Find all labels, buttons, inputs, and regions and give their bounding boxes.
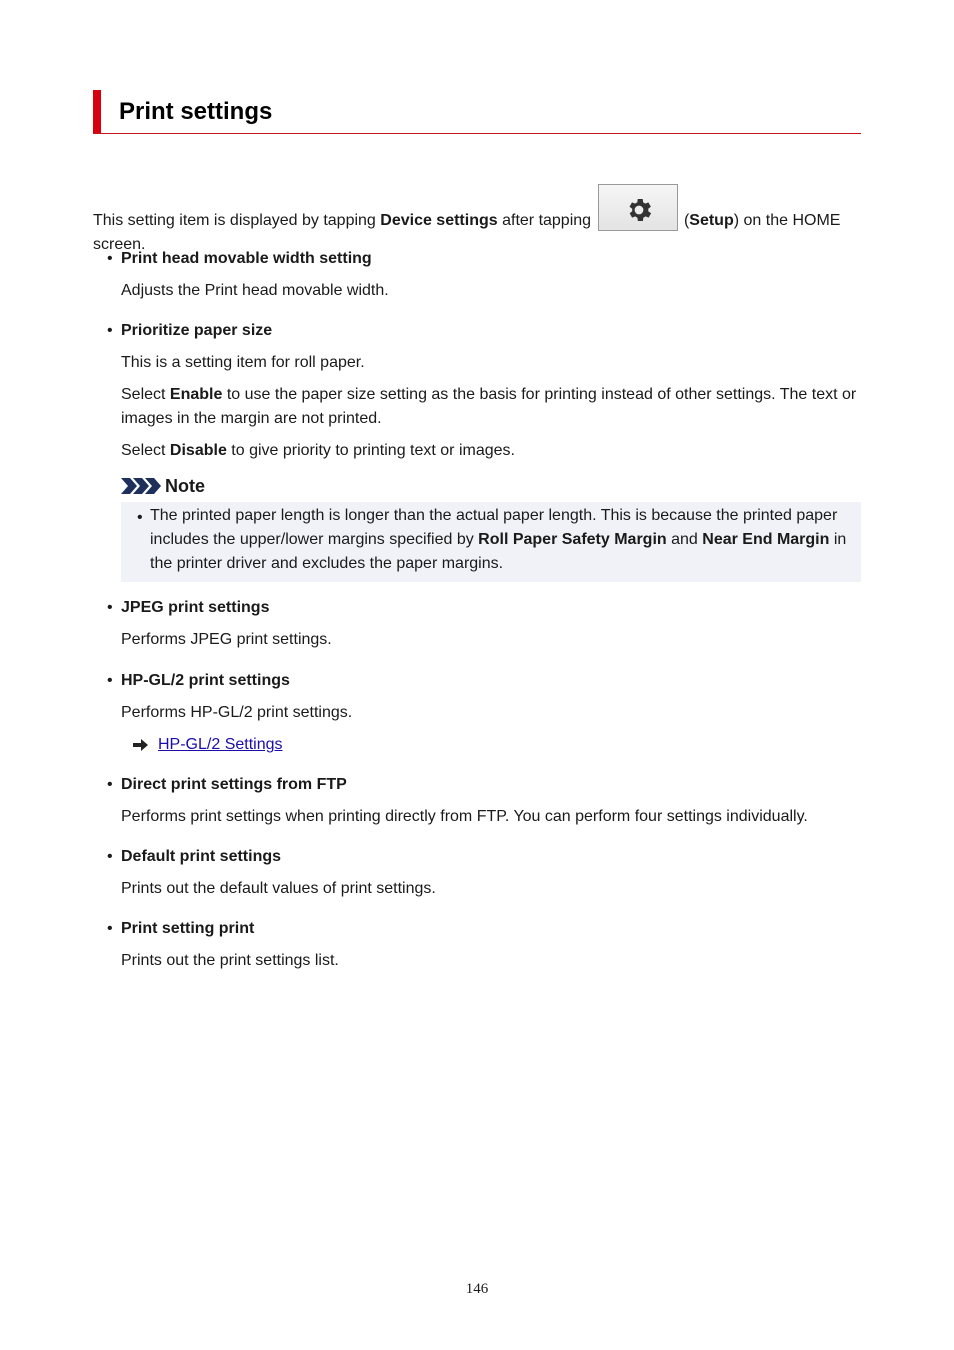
item-heading: Print setting print: [121, 920, 255, 937]
title-accent-bar: [93, 90, 101, 133]
list-item: • HP-GL/2 print settings Performs HP-GL/2 print settings.: [107, 669, 867, 725]
gear-icon: [624, 195, 654, 225]
item-description: This is a setting item for roll paper.: [121, 354, 365, 371]
page-title: Print settings: [119, 98, 273, 125]
page-number: 146: [465, 1281, 489, 1297]
item-heading: JPEG print settings: [121, 599, 270, 616]
item-description: Performs print settings when printing directly from FTP. You can perform four settings individually.: [121, 808, 808, 825]
item-heading: HP-GL/2 print settings: [121, 672, 290, 689]
item-heading: Default print settings: [121, 848, 282, 865]
arrow-right-icon: [133, 739, 148, 751]
item-description: Adjusts the Print head movable width.: [121, 282, 389, 299]
item-heading: Direct print settings from FTP: [121, 776, 347, 793]
item-heading: Print head movable width setting: [121, 250, 372, 267]
setup-button: [598, 184, 678, 231]
item-heading: Prioritize paper size: [121, 322, 273, 339]
item-description: Select Enable to use the paper size setting as the basis for printing instead of other settings. The text or images in the margin are not printed.: [121, 386, 857, 427]
list-item: • Default print settings Prints out the default values of print settings.: [107, 845, 867, 901]
intro-paragraph: This setting item is displayed by tapping Device settings after tapping (Setup) on the HOME screen.: [93, 184, 863, 257]
list-item: • JPEG print settings Performs JPEG print settings.: [107, 596, 867, 652]
list-item: • Prioritize paper size This is a setting item for roll paper. Select Enable to use the paper size setting as the basis for printing instead of other settings. The text or images in the margin are not printed. Select Disable to give priority to printing text or images.: [107, 319, 867, 463]
item-description: Select Disable to give priority to printing text or images.: [121, 442, 515, 459]
note-text: The printed paper length is longer than the actual paper length. This is because the printed paper includes the upper/lower margins specified by Roll Paper Safety Margin and Near End Margin in the printer driver and excludes the paper margins.: [150, 507, 847, 572]
list-item: • Direct print settings from FTP Performs print settings when printing directly from FTP. You can perform four settings individually.: [107, 773, 867, 829]
note-box: • The printed paper length is longer than the actual paper length. This is because the printed paper includes the upper/lower margins specified by Roll Paper Safety Margin and Near End Margin in the printer driver and excludes the paper margins.: [121, 502, 861, 582]
list-item: • Print setting print Prints out the print settings list.: [107, 917, 867, 973]
document-page: Print settings This setting item is displayed by tapping Device settings after tapping (Setup) on the HOME screen. • Print head movable width setting Adjusts the Print head movable width. • Prioritize paper size This is a setting item for roll paper. Select Enable to use the paper size setting as the basis for printing instead of other settings. The text or images in the margin are not printed. Select Disable to give priority to printing text or images. Note • The printed paper length is longer than the actual paper length. This is because the printed paper includes the upper/lower margins specified by Roll Paper Safety Margin and Near End Margin in the printer driver and excludes the paper margins. • JPEG print settings Performs JPEG print settings. • HP-GL/2 print settings Performs HP-GL/2 print settings. HP-GL/2 Settings • Direct print settings from FTP Performs print settings when printing directly from FTP. You can perform four settings individually. • Default print settings Prints out the default values of print settings. • Print setting print Prints out the print settings list. 146: [0, 0, 954, 1350]
item-description: Performs JPEG print settings.: [121, 631, 332, 648]
item-description: Performs HP-GL/2 print settings.: [121, 704, 353, 721]
title-block: [93, 90, 861, 134]
hpgl2-settings-link[interactable]: HP-GL/2 Settings: [158, 736, 283, 753]
item-description: Prints out the default values of print settings.: [121, 880, 436, 897]
item-description: Prints out the print settings list.: [121, 952, 339, 969]
list-item: • Print head movable width setting Adjusts the Print head movable width.: [107, 247, 867, 303]
note-chevrons-icon: [121, 478, 161, 494]
